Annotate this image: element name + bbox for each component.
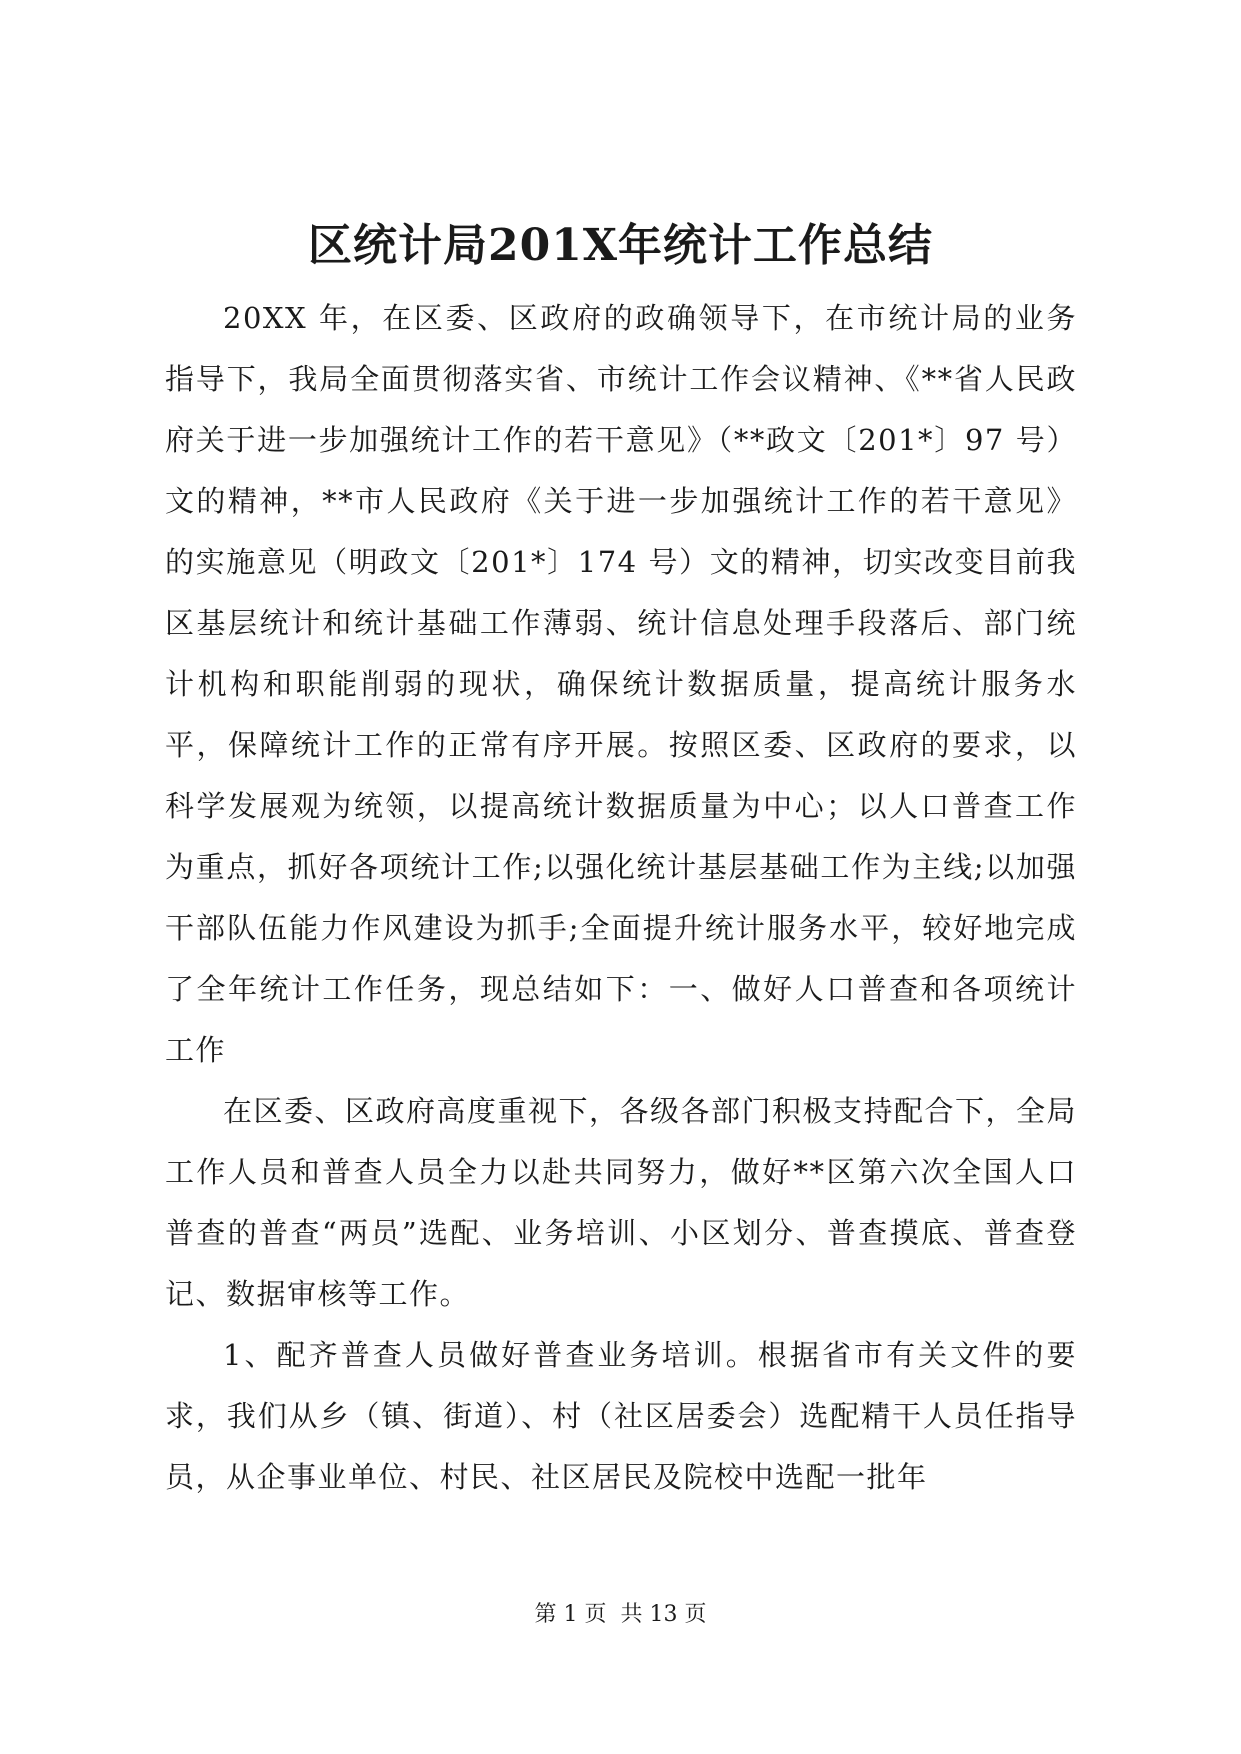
paragraph-census-overview: 在区委、区政府高度重视下，各级各部门积极支持配合下，全局工作人员和普查人员全力以赴共同努力，做好**区第六次全国人口普查的普查“两员”选配、业务培训、小区划分、普查摸底、普查登记、数据审核等工作。 xyxy=(165,1094,1078,1311)
document-body xyxy=(165,288,1077,1508)
page-number-label: 第 1 页 共 13 页 xyxy=(534,1602,707,1627)
document-title: 区统计局201X年统计工作总结 xyxy=(308,220,933,271)
page-footer xyxy=(0,1600,1241,1630)
paragraph-census-training: 1、配齐普查人员做好普查业务培训。根据省市有关文件的要求，我们从乡（镇、街道）、村（社区居委会）选配精干人员任指导员，从企事业单位、村民、社区居民及院校中选配一批年 xyxy=(165,1338,1077,1494)
paragraph-intro: 20XX 年，在区委、区政府的政确领导下，在市统计局的业务指导下，我局全面贯彻落实省、市统计工作会议精神、《**省人民政府关于进一步加强统计工作的若干意见》（**政文〔201*〕97 号）文的精神，**市人民政府《关于进一步加强统计工作的若干意见》的实施意见（明政文〔201*〕174 号）文的精神，切实改变目前我区基层统计和统计基础工作薄弱、统计信息处理手段落后、部门统计机构和职能削弱的现状，确保统计数据质量，提高统计服务水平，保障统计工作的正常有序开展。按照区委、区政府的要求，以科学发展观为统领，以提高统计数据质量为中心；以人口普查工作为重点，抓好各项统计工作;以强化统计基层基础工作为主线;以加强干部队伍能力作风建设为抓手;全面提升统计服务水平，较好地完成了全年统计工作任务，现总结如下：一、做好人口普查和各项统计工作 xyxy=(165,301,1077,1067)
